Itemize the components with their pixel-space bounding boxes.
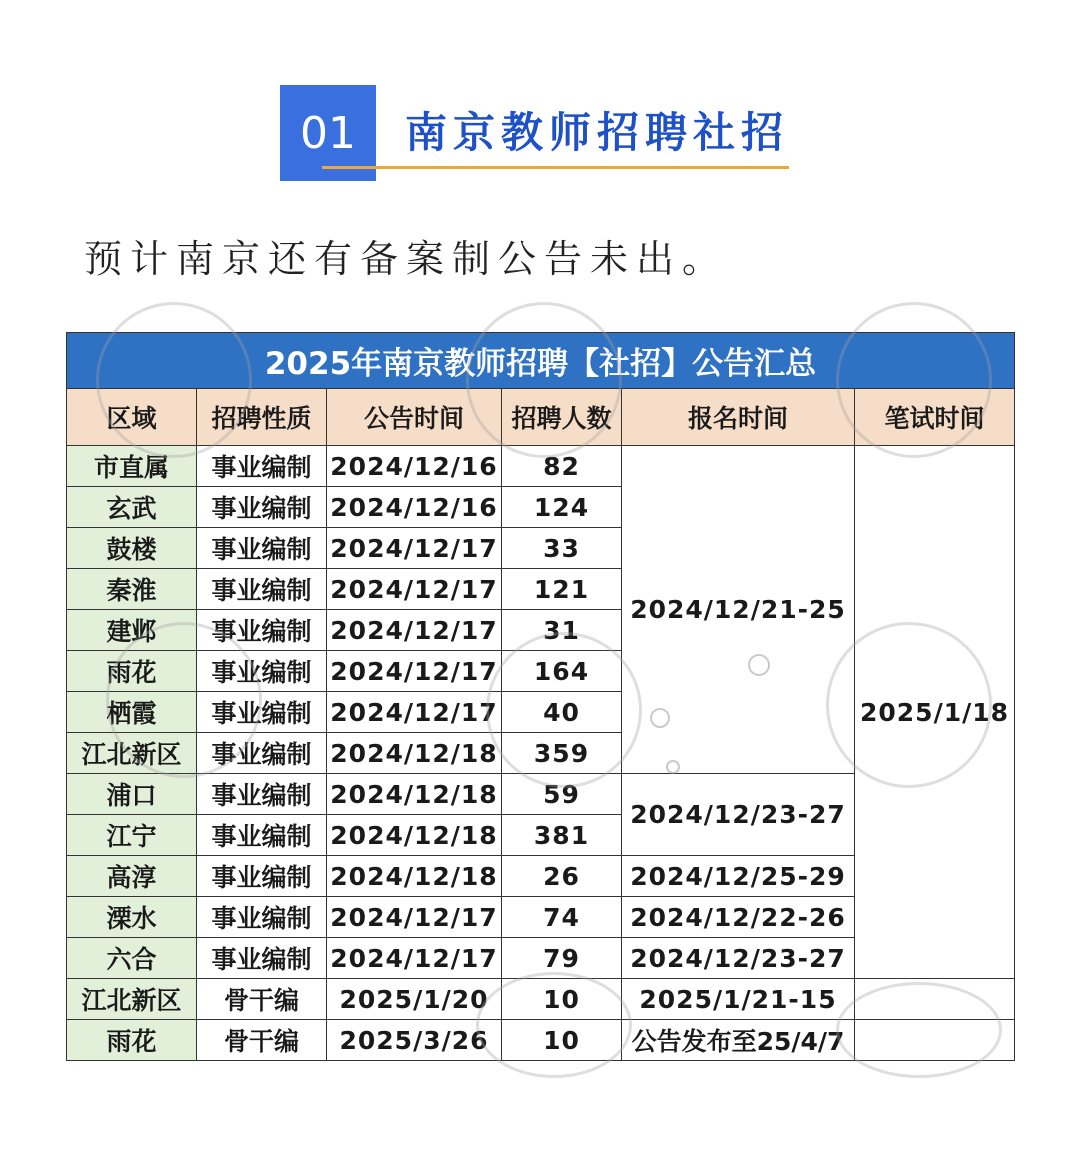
count-cell: 10: [502, 1020, 622, 1061]
region-cell: 栖霞: [67, 692, 197, 733]
type-cell: 事业编制: [197, 856, 327, 897]
region-cell: 江北新区: [67, 979, 197, 1020]
title-underline: [322, 166, 789, 169]
count-cell: 31: [502, 610, 622, 651]
count-cell: 381: [502, 815, 622, 856]
type-cell: 事业编制: [197, 774, 327, 815]
announce-date-cell: 2024/12/17: [327, 897, 502, 938]
type-cell: 事业编制: [197, 651, 327, 692]
announce-date-cell: 2024/12/17: [327, 610, 502, 651]
registration-cell: 2024/12/25-29: [622, 856, 855, 897]
announcement-table: [66, 332, 1015, 1061]
type-cell: 事业编制: [197, 692, 327, 733]
announcement-table-container: [66, 332, 1014, 1061]
region-cell: 鼓楼: [67, 528, 197, 569]
count-cell: 79: [502, 938, 622, 979]
subtitle-text: 预计南京还有备案制公告未出。: [84, 237, 729, 281]
count-cell: 40: [502, 692, 622, 733]
region-cell: 玄武: [67, 487, 197, 528]
exam-cell: [855, 1020, 1015, 1061]
type-cell: 事业编制: [197, 487, 327, 528]
section-number: 01: [300, 107, 356, 159]
type-cell: 事业编制: [197, 610, 327, 651]
region-cell: 高淳: [67, 856, 197, 897]
region-cell: 雨花: [67, 1020, 197, 1061]
column-header: 公告时间: [327, 389, 502, 446]
count-cell: 59: [502, 774, 622, 815]
announce-date-cell: 2024/12/18: [327, 774, 502, 815]
count-cell: 10: [502, 979, 622, 1020]
region-cell: 六合: [67, 938, 197, 979]
column-header: 招聘人数: [502, 389, 622, 446]
region-cell: 雨花: [67, 651, 197, 692]
region-cell: 市直属: [67, 446, 197, 487]
count-cell: 164: [502, 651, 622, 692]
exam-cell: 2025/1/18: [855, 446, 1015, 979]
registration-cell: 2024/12/21-25: [622, 446, 855, 774]
announce-date-cell: 2024/12/17: [327, 528, 502, 569]
type-cell: 事业编制: [197, 528, 327, 569]
type-cell: 骨干编: [197, 1020, 327, 1061]
registration-cell: 公告发布至25/4/7: [622, 1020, 855, 1061]
count-cell: 124: [502, 487, 622, 528]
announce-date-cell: 2024/12/18: [327, 856, 502, 897]
count-cell: 121: [502, 569, 622, 610]
column-header: 招聘性质: [197, 389, 327, 446]
table-row: [67, 979, 1015, 1020]
type-cell: 事业编制: [197, 569, 327, 610]
announce-date-cell: 2024/12/18: [327, 733, 502, 774]
announce-date-cell: 2024/12/16: [327, 446, 502, 487]
announce-date-cell: 2025/3/26: [327, 1020, 502, 1061]
registration-cell: 2024/12/23-27: [622, 938, 855, 979]
registration-cell: 2024/12/23-27: [622, 774, 855, 856]
type-cell: 事业编制: [197, 938, 327, 979]
announce-date-cell: 2025/1/20: [327, 979, 502, 1020]
region-cell: 溧水: [67, 897, 197, 938]
announce-date-cell: 2024/12/17: [327, 569, 502, 610]
type-cell: 骨干编: [197, 979, 327, 1020]
count-cell: 74: [502, 897, 622, 938]
region-cell: 江宁: [67, 815, 197, 856]
type-cell: 事业编制: [197, 897, 327, 938]
announce-date-cell: 2024/12/17: [327, 938, 502, 979]
column-header: 报名时间: [622, 389, 855, 446]
registration-cell: 2025/1/21-15: [622, 979, 855, 1020]
type-cell: 事业编制: [197, 733, 327, 774]
exam-cell: [855, 979, 1015, 1020]
announce-date-cell: 2024/12/18: [327, 815, 502, 856]
table-row: [67, 446, 1015, 487]
column-header: 区域: [67, 389, 197, 446]
section-title: 南京教师招聘社招: [405, 108, 790, 157]
region-cell: 浦口: [67, 774, 197, 815]
table-title: 2025年南京教师招聘【社招】公告汇总: [67, 333, 1015, 389]
type-cell: 事业编制: [197, 446, 327, 487]
count-cell: 359: [502, 733, 622, 774]
registration-cell: 2024/12/22-26: [622, 897, 855, 938]
announce-date-cell: 2024/12/16: [327, 487, 502, 528]
announce-date-cell: 2024/12/17: [327, 692, 502, 733]
count-cell: 33: [502, 528, 622, 569]
region-cell: 江北新区: [67, 733, 197, 774]
table-row: [67, 1020, 1015, 1061]
table-header-row: [67, 389, 1015, 446]
count-cell: 26: [502, 856, 622, 897]
region-cell: 建邺: [67, 610, 197, 651]
count-cell: 82: [502, 446, 622, 487]
type-cell: 事业编制: [197, 815, 327, 856]
column-header: 笔试时间: [855, 389, 1015, 446]
region-cell: 秦淮: [67, 569, 197, 610]
announce-date-cell: 2024/12/17: [327, 651, 502, 692]
